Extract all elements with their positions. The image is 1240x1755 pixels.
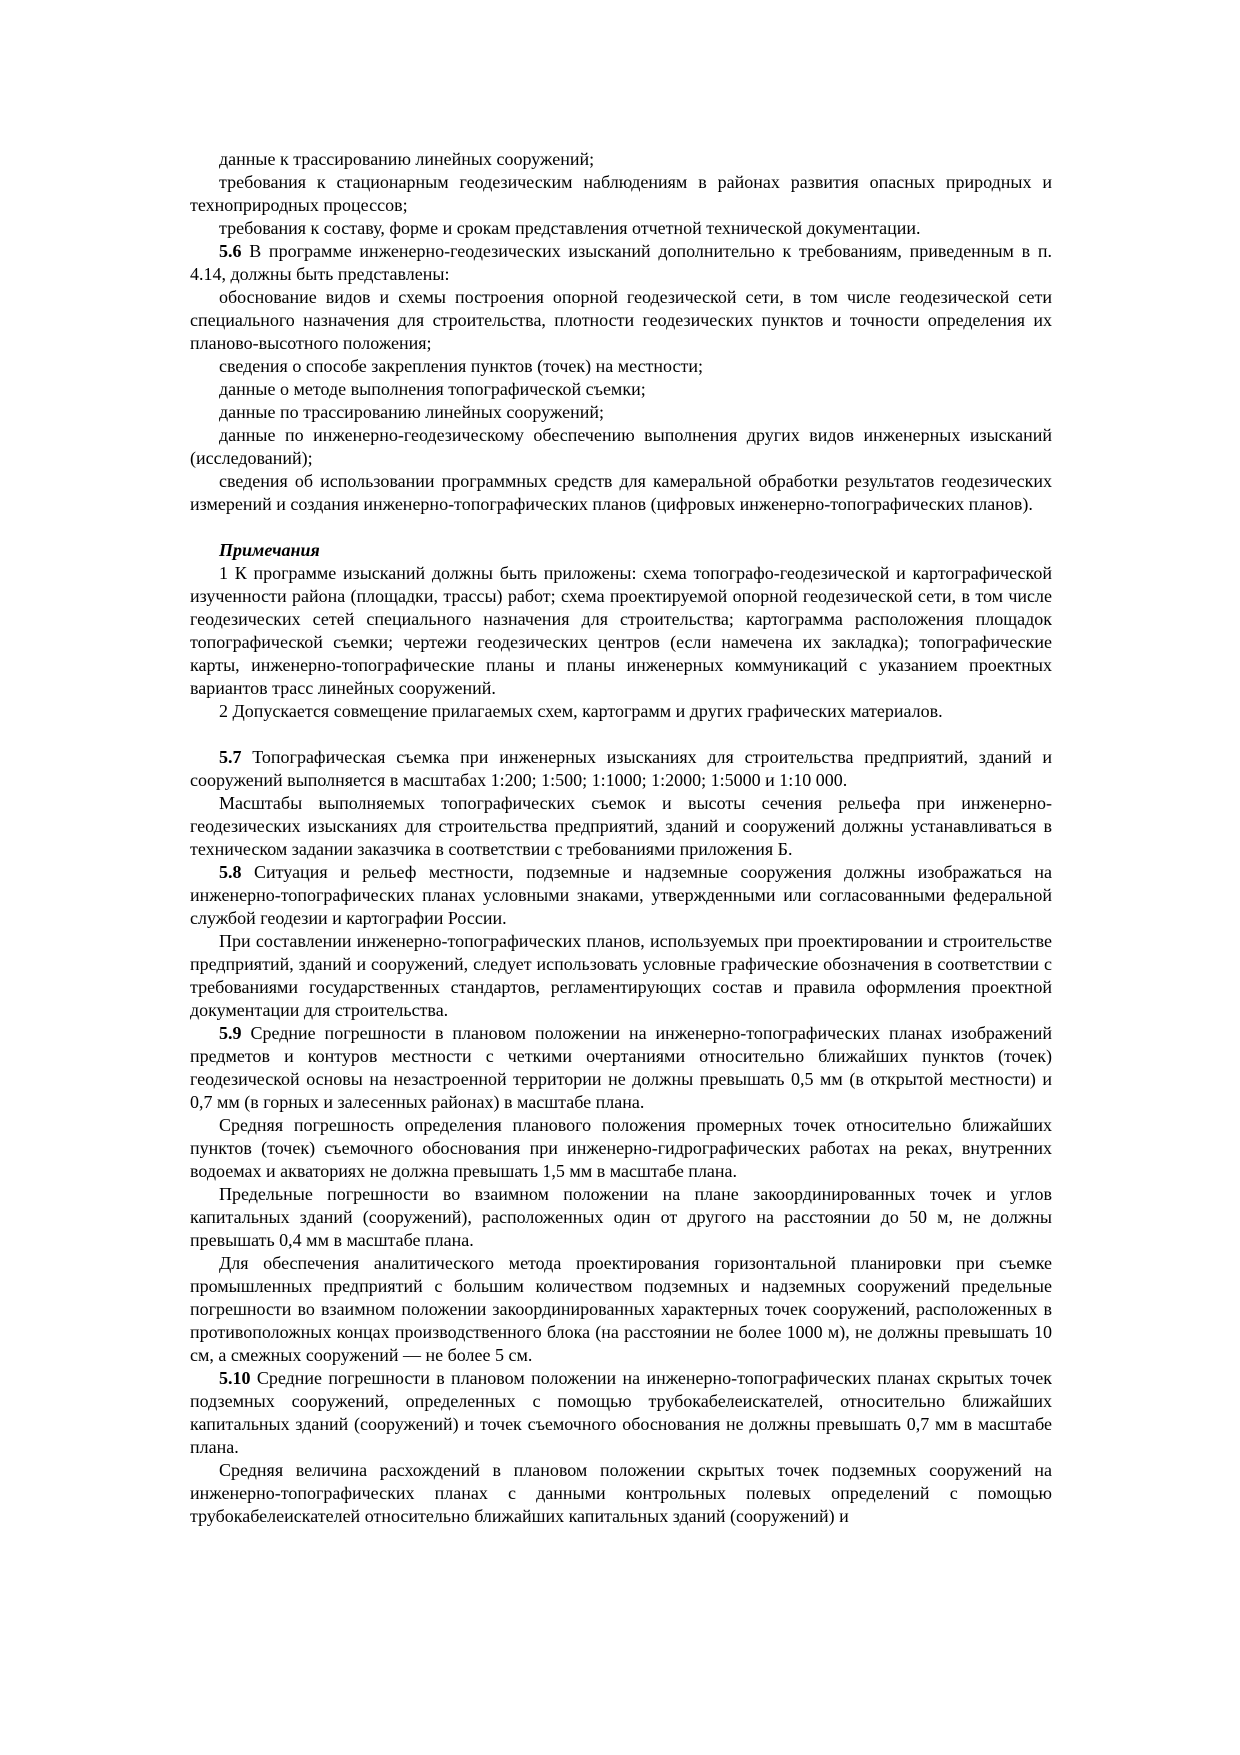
section-text: Средние погрешности в плановом положении на инженерно-топографических планах скрытых точек подземных сооружений, определенных с помощью трубокабелеискателей, относительно ближайших капитальных зданий (сооружений) и точек съемочного обоснования не должны превышать 0,7 мм в масштабе плана. (190, 1368, 1052, 1457)
paragraph: Средняя величина расхождений в плановом положении скрытых точек подземных сооружений на инженерно-топографических планах с данными контрольных полевых определений с помощью трубокабелеискателей относительно ближайших капитальных зданий (сооружений) и (190, 1460, 1052, 1526)
section-5-9 (190, 1022, 1052, 1114)
list-item: данные о методе выполнения топографической съемки; (219, 379, 646, 399)
notes-title: Примечания (219, 540, 320, 560)
section-5-8 (190, 861, 1052, 930)
list-item: сведения об использовании программных средств для камеральной обработки результатов геодезических измерений и создания инженерно-топографических планов (цифровых инженерно-топографических планов). (190, 471, 1052, 514)
section-text: В программе инженерно-геодезических изысканий дополнительно к требованиям, приведенным в п. 4.14, должны быть представлены: (190, 241, 1052, 284)
section-text: Ситуация и рельеф местности, подземные и надземные сооружения должны изображаться на инженерно-топографических планах условными знаками, утвержденными или согласованными федеральной службой геодезии и картографии России. (190, 862, 1052, 928)
section-5-6 (190, 240, 1052, 286)
document-page (190, 148, 1052, 1528)
paragraph: требования к стационарным геодезическим наблюдениям в районах развития опасных природных и техноприродных процессов; (190, 172, 1052, 215)
paragraph: Масштабы выполняемых топографических съемок и высоты сечения рельефа при инженерно-геодезических изысканиях для строительства предприятий, зданий и сооружений должны устанавливаться в техническом задании заказчика в соответствии с требованиями приложения Б. (190, 793, 1052, 859)
notes-heading (190, 539, 1052, 562)
section-5-10 (190, 1367, 1052, 1459)
section-number: 5.7 (219, 747, 242, 767)
spacer (190, 516, 1052, 539)
section-text: Средние погрешности в плановом положении на инженерно-топографических планах изображений предметов и контуров местности с четкими очертаниями относительно ближайших пунктов (точек) геодезической основы на незастроенной территории не должны превышать 0,5 мм (в открытой местности) и 0,7 мм (в горных и залесенных районах) в масштабе плана. (190, 1023, 1052, 1112)
paragraph: Для обеспечения аналитического метода проектирования горизонтальной планировки при съемке промышленных предприятий с большим количеством подземных и надземных сооружений предельные погрешности во взаимном положении закоординированных характерных точек сооружений, расположенных в противоположных концах производственного блока (на расстоянии не более 1000 м), не должны превышать 10 см, а смежных сооружений — не более 5 см. (190, 1253, 1052, 1365)
note-1: 1 К программе изысканий должны быть приложены: схема топографо-геодезической и картографической изученности района (площадки, трассы) работ; схема проектируемой опорной геодезической сети, в том числе геодезических сетей специального назначения для строительства; картограмма расположения площадок топографической съемки; чертежи геодезических центров (если намечена их закладка); топографические карты, инженерно-топографические планы и планы инженерных коммуникаций с указанием проектных вариантов трасс линейных сооружений. (190, 563, 1052, 698)
section-number: 5.10 (219, 1368, 251, 1388)
list-item: данные по трассированию линейных сооружений; (219, 402, 604, 422)
section-number: 5.9 (219, 1023, 242, 1043)
section-text: Топографическая съемка при инженерных изысканиях для строительства предприятий, зданий и сооружений выполняется в масштабах 1:200; 1:500; 1:1000; 1:2000; 1:5000 и 1:10 000. (190, 747, 1052, 790)
paragraph: При составлении инженерно-топографических планов, используемых при проектировании и строительстве предприятий, зданий и сооружений, следует использовать условные графические обозначения в соответствии с требованиями государственных стандартов, регламентирующих состав и правила оформления проектной документации для строительства. (190, 931, 1052, 1020)
list-item: данные по инженерно-геодезическому обеспечению выполнения других видов инженерных изысканий (исследований); (190, 425, 1052, 468)
spacer (190, 723, 1052, 746)
section-5-7 (190, 746, 1052, 792)
section-number: 5.8 (219, 862, 242, 882)
paragraph: требования к составу, форме и срокам представления отчетной технической документации. (219, 218, 921, 238)
paragraph: Средняя погрешность определения планового положения промерных точек относительно ближайших пунктов (точек) съемочного обоснования при инженерно-гидрографических работах на реках, внутренних водоемах и акваториях не должна превышать 1,5 мм в масштабе плана. (190, 1115, 1052, 1181)
note-2: 2 Допускается совмещение прилагаемых схем, картограмм и других графических материалов. (219, 701, 943, 721)
section-number: 5.6 (219, 241, 242, 261)
paragraph: Предельные погрешности во взаимном положении на плане закоординированных точек и углов капитальных зданий (сооружений), расположенных один от другого на расстоянии до 50 м, не должны превышать 0,4 мм в масштабе плана. (190, 1184, 1052, 1250)
paragraph: данные к трассированию линейных сооружений; (219, 149, 595, 169)
list-item: обоснование видов и схемы построения опорной геодезической сети, в том числе геодезической сети специального назначения для строительства, плотности геодезических пунктов и точности определения их планово-высотного положения; (190, 287, 1052, 353)
list-item: сведения о способе закрепления пунктов (точек) на местности; (219, 356, 703, 376)
